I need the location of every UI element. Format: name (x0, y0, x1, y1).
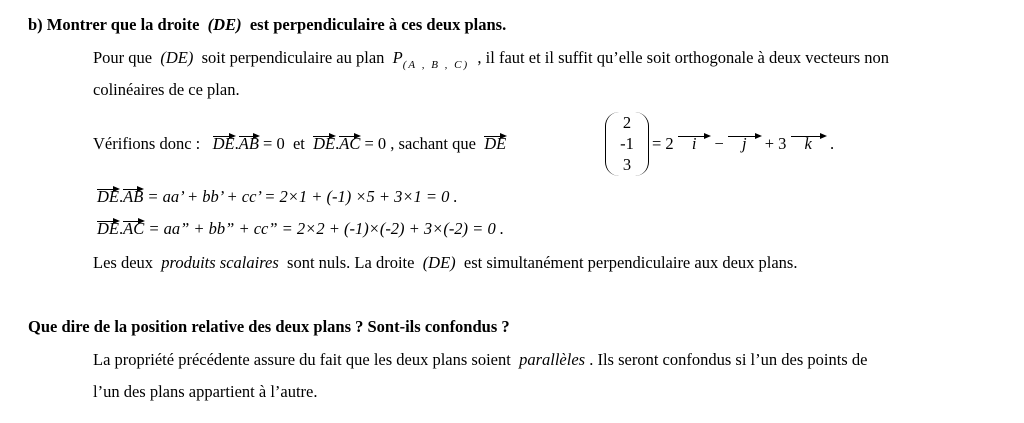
part-b-paragraph-line-1: Pour que (DE) soit perpendiculaire au plan $P_{(A , B , C)}$ , il faut et il suffit qu’elle soit orthogonale à deux vecteurs non (93, 48, 890, 71)
vector-de: DE (313, 134, 336, 153)
unit-vector-j: j (728, 134, 761, 154)
vector-de: DE (97, 187, 119, 206)
part-c-paragraph-line-2: l’un des plans appartient à l’autre. (93, 382, 318, 401)
calculation-line-1: DE.AB = aa’ + bb’ + cc’ = 2×1 + (-1) ×5 + 3×1 = 0 . (97, 187, 458, 206)
vector-de: DE (97, 219, 119, 238)
matrix-entry: -1 (620, 134, 634, 153)
matrix-entry: 2 (622, 113, 632, 132)
unit-vector-i: i (678, 134, 711, 154)
part-c-heading: Que dire de la position relative des deux plans ? Sont-ils confondus ? (28, 317, 510, 336)
vector-de: DE (484, 134, 507, 153)
vector-ab: AB (123, 187, 144, 206)
part-b-paragraph-line-2: colinéaires de ce plan. (93, 80, 240, 99)
vector-ac: AC (339, 134, 361, 153)
part-c-paragraph-line-1: La propriété précédente assure du fait que les deux plans soient parallèles . Ils seront confondus si l’un des points de (93, 350, 868, 369)
matrix-entry: 3 (622, 155, 632, 174)
calculation-line-2: DE.AC = aa” + bb” + cc” = 2×2 + (-1)×(-2) + 3×(-2) = 0 . (97, 219, 504, 238)
coordinate-matrix (605, 112, 649, 176)
plane-symbol: $P_{(A , B , C)}$ (392, 48, 470, 71)
conclusion-line: Les deux produits scalaires sont nuls. La droite (DE) est simultanément perpendiculaire aux deux plans. (93, 253, 798, 272)
part-b-heading: b) Montrer que la droite (DE) est perpendiculaire à ces deux plans. (28, 15, 507, 34)
vector-de: DE (212, 134, 235, 153)
verification-line: Vérifions donc : DE.AB = 0 et DE.AC = 0 , sachant que DE (93, 134, 507, 153)
unit-vector-k: k (791, 134, 826, 154)
vector-ac: AC (123, 219, 145, 238)
vector-ab: AB (238, 134, 259, 153)
unit-vector-combination: = 2 i − j + 3 k . (652, 134, 835, 153)
